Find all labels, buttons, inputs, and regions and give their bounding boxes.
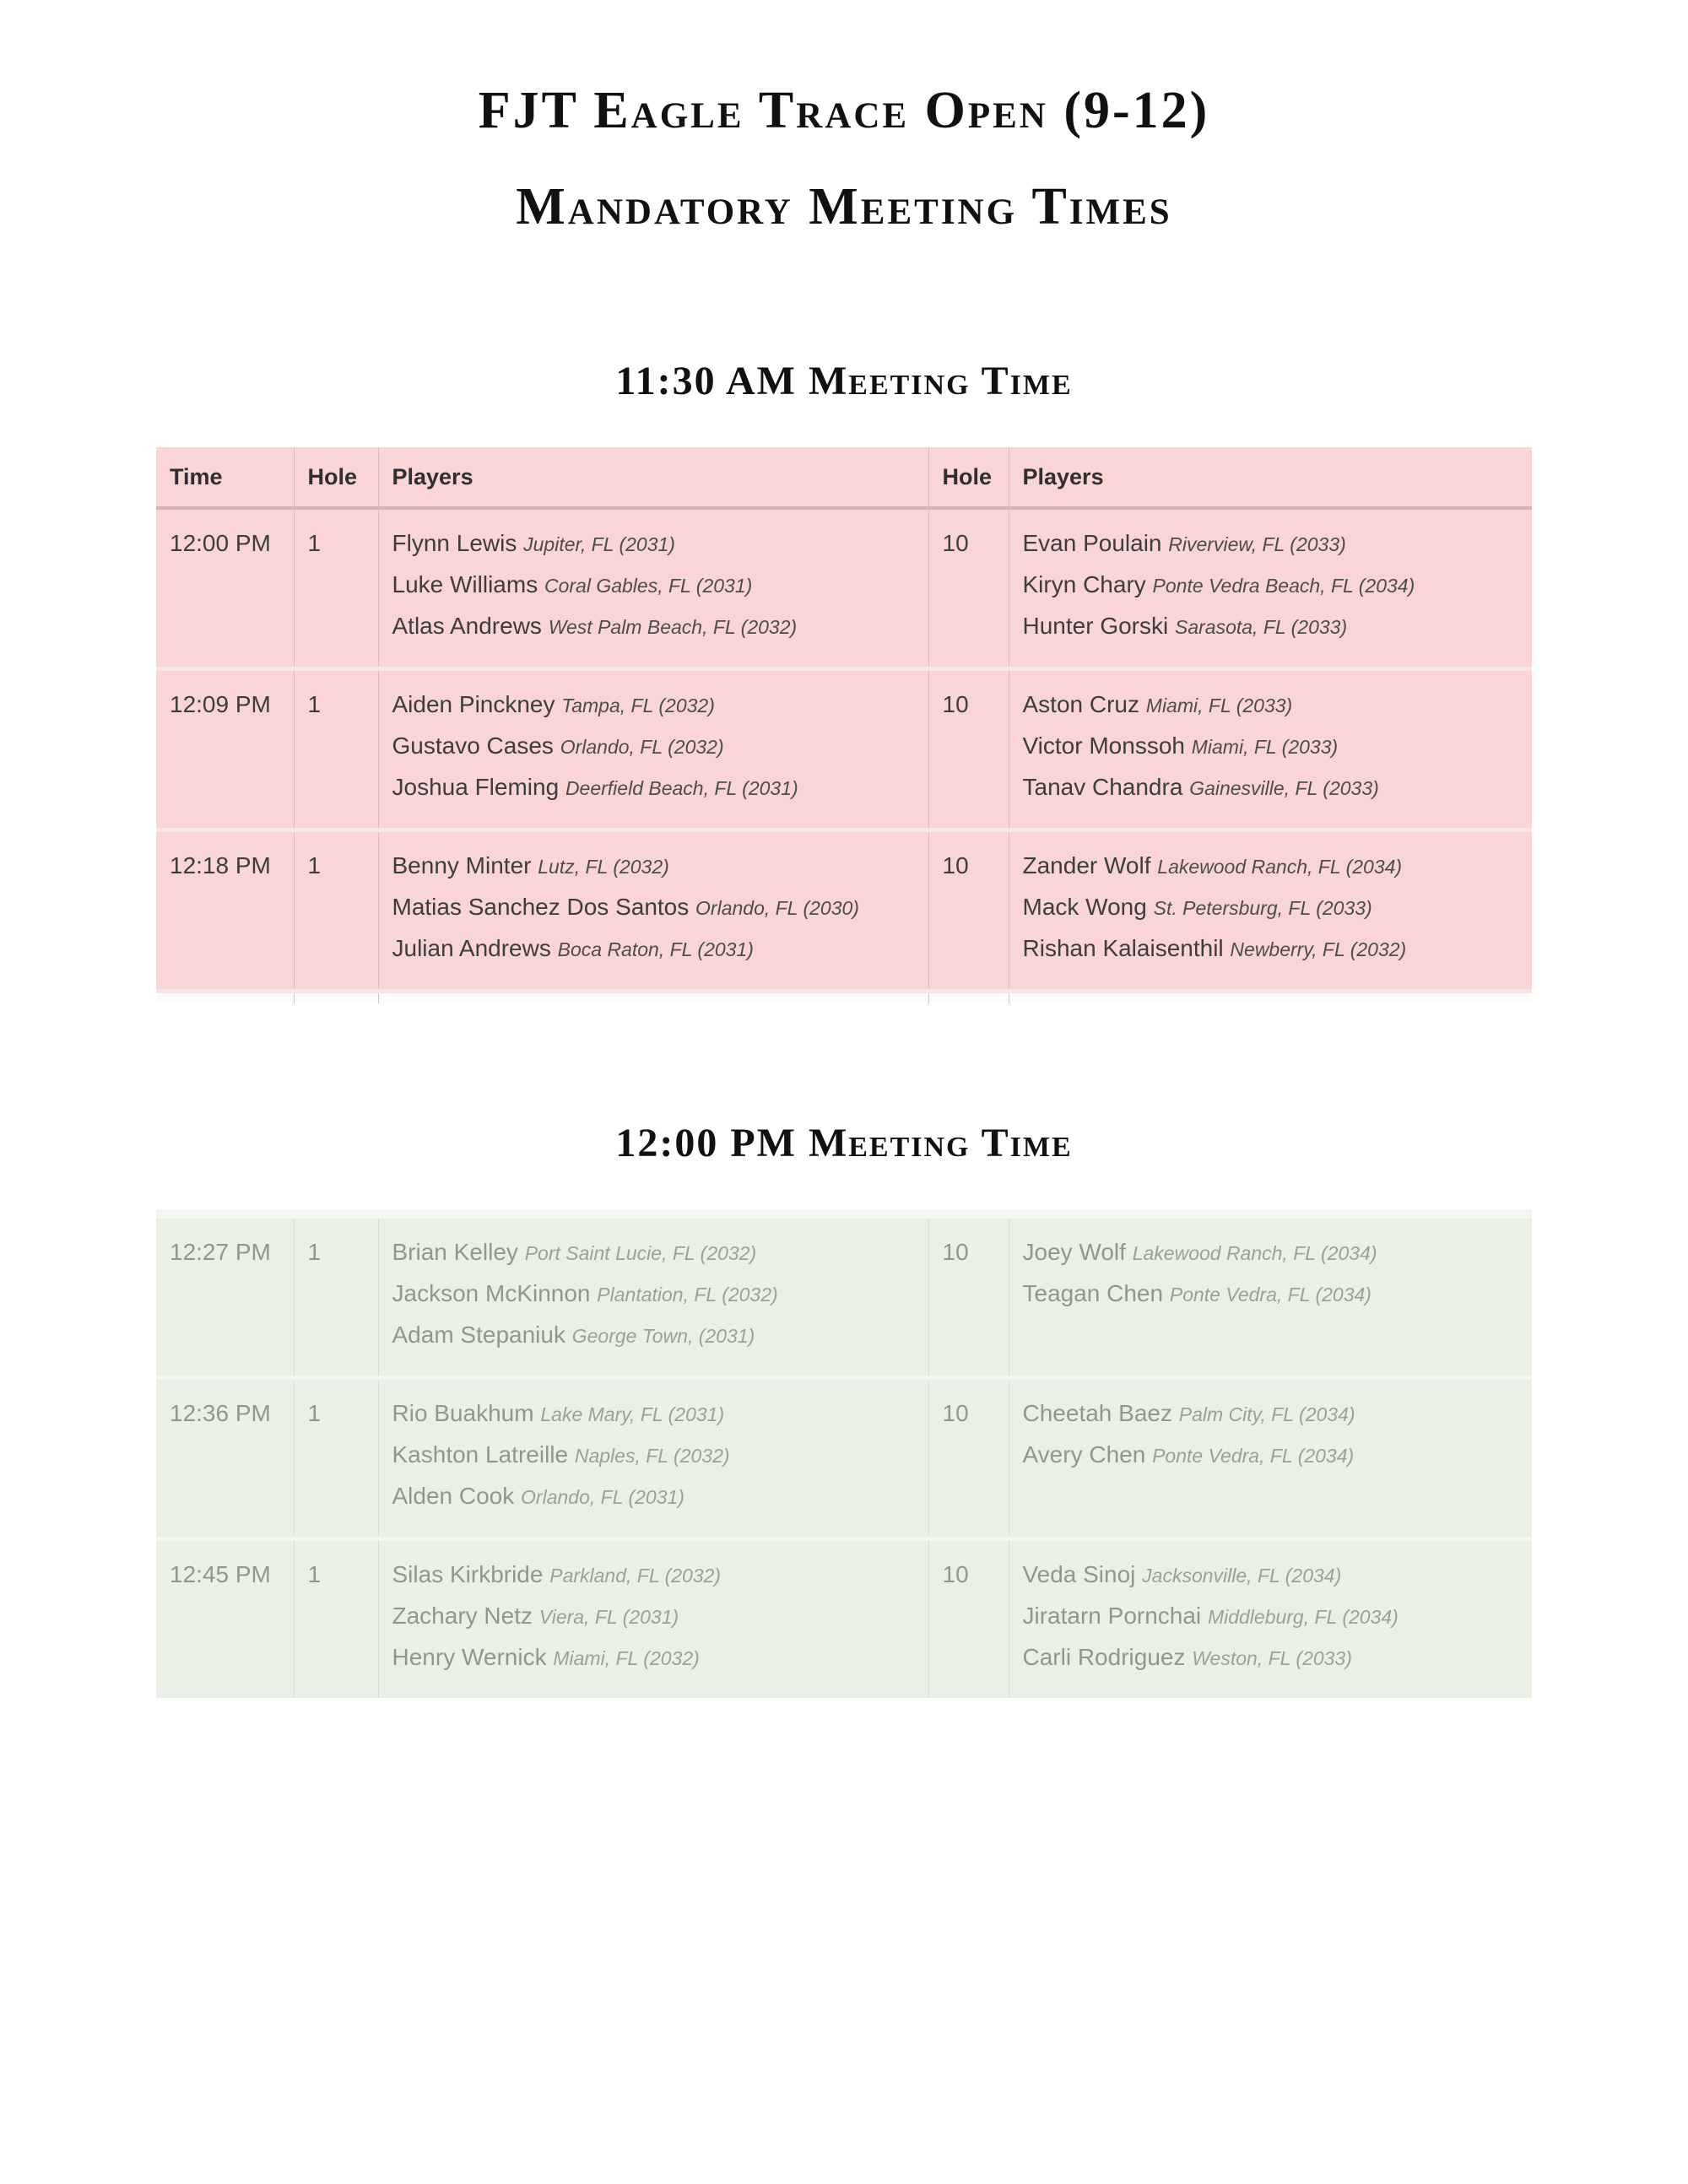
player-name: Joshua Fleming (392, 774, 560, 800)
table-body (156, 508, 1532, 1003)
player-line (1023, 887, 1524, 928)
hole-cell: 1 (294, 1539, 378, 1699)
hole-cell: 10 (928, 830, 1009, 992)
player-line (392, 767, 920, 808)
player-name: Cheetah Baez (1022, 1400, 1172, 1426)
table-row (156, 508, 1532, 669)
player-location: Orlando, FL (2030) (695, 897, 859, 919)
player-location: Riverview, FL (2033) (1168, 533, 1346, 555)
hole-cell: 1 (294, 508, 378, 669)
player-line (1023, 1232, 1524, 1273)
meeting-section-11-30-am-meeting-time (0, 361, 1688, 1003)
player-location: Orlando, FL (2032) (560, 736, 724, 758)
player-name: Zachary Netz (392, 1603, 533, 1629)
player-location: Plantation, FL (2032) (597, 1284, 778, 1306)
player-line (1023, 1596, 1524, 1637)
schedule-table (156, 1209, 1532, 1698)
player-line (392, 928, 920, 970)
player-name: Aston Cruz (1022, 691, 1139, 717)
hole-cell: 1 (294, 1219, 378, 1378)
clipped-partial-row (156, 992, 1532, 1004)
player-name: Jiratarn Pornchai (1022, 1603, 1202, 1629)
player-location: Gainesville, FL (2033) (1189, 777, 1379, 799)
table-row (156, 1539, 1532, 1699)
player-name: Benny Minter (392, 852, 532, 878)
players-cell (1009, 508, 1532, 669)
meeting-section-12-00-pm-meeting-time (0, 1123, 1688, 1698)
player-name: Brian Kelley (392, 1239, 518, 1265)
table-top-edge (156, 1209, 1532, 1219)
player-name: Silas Kirkbride (392, 1561, 544, 1587)
time-cell: 12:09 PM (156, 669, 294, 830)
player-location: Viera, FL (2031) (538, 1606, 679, 1628)
player-line (392, 565, 920, 606)
player-name: Henry Wernick (392, 1644, 547, 1670)
player-location: Ponte Vedra, FL (2034) (1169, 1284, 1372, 1306)
schedule-table (156, 447, 1532, 1003)
column-header: Players (1009, 447, 1532, 508)
player-location: West Palm Beach, FL (2032) (548, 616, 798, 638)
header-row (156, 447, 1532, 508)
player-line (392, 1232, 920, 1273)
hole-cell: 1 (294, 1378, 378, 1539)
player-name: Kiryn Chary (1022, 571, 1146, 597)
player-line (392, 606, 920, 647)
player-line (1023, 523, 1524, 565)
hole-cell: 1 (294, 830, 378, 992)
player-name: Adam Stepaniuk (392, 1322, 565, 1348)
player-name: Rio Buakhum (392, 1400, 534, 1426)
player-line (392, 1273, 920, 1315)
hole-cell: 10 (928, 1219, 1009, 1378)
time-cell: 12:36 PM (156, 1378, 294, 1539)
player-line (1023, 1435, 1524, 1476)
player-location: Weston, FL (2033) (1192, 1647, 1352, 1669)
player-name: Atlas Andrews (392, 613, 542, 639)
player-line (392, 523, 920, 565)
table-top-edge-cell (156, 1209, 1532, 1219)
player-location: Deerfield Beach, FL (2031) (565, 777, 798, 799)
player-location: Miami, FL (2033) (1191, 736, 1339, 758)
hole-cell: 10 (928, 669, 1009, 830)
player-location: Orlando, FL (2031) (521, 1486, 684, 1508)
table-head (156, 447, 1532, 508)
player-name: Julian Andrews (392, 935, 551, 961)
player-location: Miami, FL (2032) (553, 1647, 700, 1669)
time-cell: 12:18 PM (156, 830, 294, 992)
player-location: Tampa, FL (2032) (561, 695, 715, 716)
player-name: Hunter Gorski (1022, 613, 1169, 639)
player-line (1023, 684, 1524, 726)
player-name: Victor Monssoh (1022, 733, 1185, 759)
column-header: Time (156, 447, 294, 508)
players-cell (378, 1539, 928, 1699)
player-line (1023, 928, 1524, 970)
player-line (392, 846, 920, 887)
player-name: Luke Williams (392, 571, 538, 597)
time-cell: 12:00 PM (156, 508, 294, 669)
player-location: Miami, FL (2033) (1145, 695, 1293, 716)
player-line (1023, 846, 1524, 887)
player-line (392, 1554, 920, 1596)
player-line (1023, 606, 1524, 647)
players-cell (1009, 1378, 1532, 1539)
hole-cell: 10 (928, 508, 1009, 669)
player-location: Sarasota, FL (2033) (1175, 616, 1348, 638)
column-header: Hole (928, 447, 1009, 508)
player-line (392, 1315, 920, 1356)
player-line (392, 726, 920, 767)
player-line (1023, 1273, 1524, 1315)
column-header: Hole (294, 447, 378, 508)
player-name: Joey Wolf (1022, 1239, 1126, 1265)
player-location: Newberry, FL (2032) (1230, 938, 1407, 960)
player-name: Kashton Latreille (392, 1441, 569, 1468)
player-location: Parkland, FL (2032) (549, 1565, 722, 1587)
table-head (156, 1209, 1532, 1219)
player-location: Coral Gables, FL (2031) (544, 575, 753, 597)
table-row (156, 1219, 1532, 1378)
players-cell (378, 1378, 928, 1539)
player-name: Tanav Chandra (1022, 774, 1183, 800)
player-location: Lutz, FL (2032) (538, 856, 669, 878)
player-location: Jupiter, FL (2031) (523, 533, 675, 555)
player-name: Carli Rodriguez (1022, 1644, 1186, 1670)
schedule-table-wrap (156, 447, 1532, 1003)
player-name: Alden Cook (392, 1483, 515, 1509)
player-location: Jacksonville, FL (2034) (1142, 1565, 1342, 1587)
player-name: Matias Sanchez Dos Santos (392, 894, 690, 920)
clipped-cell (928, 992, 1009, 1004)
player-name: Teagan Chen (1022, 1280, 1164, 1306)
players-cell (378, 669, 928, 830)
player-line (392, 684, 920, 726)
hole-cell: 10 (928, 1378, 1009, 1539)
player-name: Mack Wong (1022, 894, 1147, 920)
player-line (392, 887, 920, 928)
player-location: Naples, FL (2032) (574, 1445, 730, 1467)
player-name: Avery Chen (1022, 1441, 1146, 1468)
table-row (156, 1378, 1532, 1539)
player-line (392, 1476, 920, 1517)
player-line (1023, 1554, 1524, 1596)
page-title-line-2: Mandatory Meeting Times (516, 178, 1172, 235)
player-name: Veda Sinoj (1022, 1561, 1136, 1587)
time-cell: 12:45 PM (156, 1539, 294, 1699)
players-cell (1009, 1219, 1532, 1378)
player-location: Boca Raton, FL (2031) (557, 938, 754, 960)
player-location: Palm City, FL (2034) (1178, 1403, 1355, 1425)
player-location: George Town, (2031) (571, 1325, 755, 1347)
player-location: St. Petersburg, FL (2033) (1153, 897, 1372, 919)
player-location: Lakewood Ranch, FL (2034) (1157, 856, 1403, 878)
schedule-table-wrap (156, 1209, 1532, 1698)
player-line (1023, 726, 1524, 767)
hole-cell: 1 (294, 669, 378, 830)
clipped-cell (1009, 992, 1532, 1004)
players-cell (1009, 1539, 1532, 1699)
table-row (156, 669, 1532, 830)
player-name: Gustavo Cases (392, 733, 554, 759)
players-cell (1009, 669, 1532, 830)
section-heading: 11:30 AM Meeting Time (615, 359, 1073, 403)
table-row (156, 830, 1532, 992)
player-name: Zander Wolf (1022, 852, 1151, 878)
column-header: Players (378, 447, 928, 508)
player-name: Jackson McKinnon (392, 1280, 591, 1306)
players-cell (378, 508, 928, 669)
player-name: Aiden Pinckney (392, 691, 555, 717)
players-cell (378, 830, 928, 992)
player-location: Port Saint Lucie, FL (2032) (524, 1242, 757, 1264)
player-location: Ponte Vedra, FL (2034) (1152, 1445, 1355, 1467)
player-line (1023, 1637, 1524, 1679)
player-name: Evan Poulain (1022, 530, 1162, 556)
player-line (1023, 565, 1524, 606)
clipped-cell (156, 992, 294, 1004)
players-cell (1009, 830, 1532, 992)
page-title-line-1: FJT Eagle Trace Open (9-12) (478, 82, 1210, 139)
table-body (156, 1219, 1532, 1698)
time-cell: 12:27 PM (156, 1219, 294, 1378)
sections-container (0, 361, 1688, 1698)
players-cell (378, 1219, 928, 1378)
player-location: Ponte Vedra Beach, FL (2034) (1152, 575, 1415, 597)
player-location: Lakewood Ranch, FL (2034) (1132, 1242, 1377, 1264)
player-line (392, 1393, 920, 1435)
player-line (1023, 767, 1524, 808)
player-line (392, 1596, 920, 1637)
player-location: Lake Mary, FL (2031) (540, 1403, 725, 1425)
player-name: Rishan Kalaisenthil (1022, 935, 1224, 961)
player-line (1023, 1393, 1524, 1435)
page-title (0, 0, 1688, 233)
section-heading: 12:00 PM Meeting Time (615, 1121, 1073, 1165)
player-line (392, 1435, 920, 1476)
clipped-cell (294, 992, 378, 1004)
player-name: Flynn Lewis (392, 530, 517, 556)
hole-cell: 10 (928, 1539, 1009, 1699)
player-line (392, 1637, 920, 1679)
player-location: Middleburg, FL (2034) (1207, 1606, 1399, 1628)
clipped-cell (378, 992, 928, 1004)
